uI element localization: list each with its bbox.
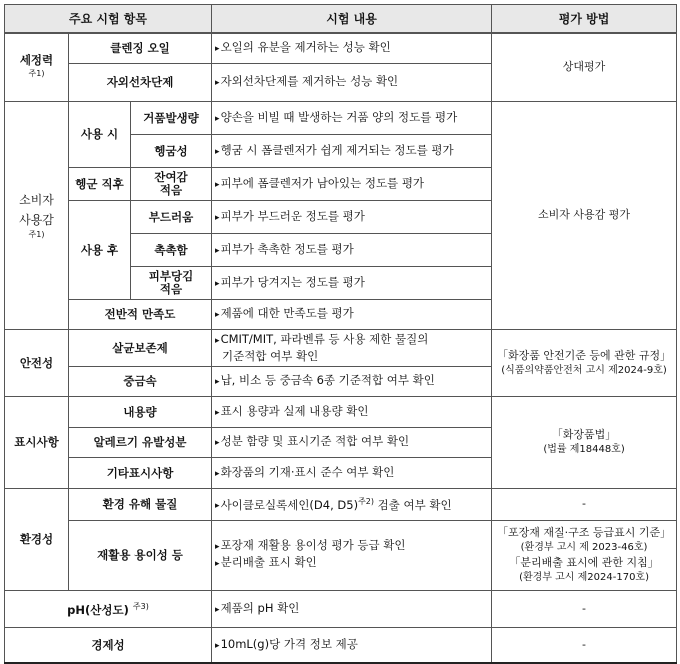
- category-environment: 환경성: [5, 488, 69, 590]
- item-content: ▸제품의 pH 확인: [212, 590, 492, 627]
- table-row: [5, 627, 677, 663]
- bullet-icon: ▸: [215, 179, 220, 190]
- item-name: 클렌징 오일: [69, 33, 212, 63]
- bullet-icon: ▸: [215, 335, 220, 346]
- category-ph: pH(산성도) $^{주3)}$: [5, 590, 212, 627]
- item-content: ▸오일의 유분을 제거하는 성능 확인: [212, 33, 492, 63]
- bullet-icon: ▸: [215, 113, 220, 124]
- item-name: 거품발생량: [131, 101, 212, 134]
- item-name: 환경 유해 물질: [69, 488, 212, 520]
- category-safety: 안전성: [5, 329, 69, 396]
- bullet-icon: ▸: [215, 146, 220, 157]
- bullet-icon: ▸: [215, 278, 220, 289]
- item-name: 재활용 용이성 등: [69, 520, 212, 590]
- category-cleansing: 세정력 주1): [5, 33, 69, 101]
- item-content: ▸10mL(g)당 가격 정보 제공: [212, 627, 492, 663]
- header-row: [5, 5, 677, 34]
- category-labeling: 표시사항: [5, 396, 69, 488]
- category-economy: 경제성: [5, 627, 212, 663]
- table-row: [5, 488, 677, 520]
- item-name: 중금속: [69, 366, 212, 396]
- footnote-marker: 주2): [358, 496, 375, 506]
- item-content: ▸사이클로실록세인(D4, D5)$^{주2)}$ 검출 여부 확인: [212, 488, 492, 520]
- bullet-icon: ▸: [215, 501, 220, 512]
- bullet-icon: ▸: [215, 438, 220, 448]
- bullet-icon: ▸: [215, 44, 220, 55]
- header-content: 시험 내용: [212, 5, 492, 34]
- footnote-marker: 주1): [28, 69, 45, 79]
- test-items-table: [4, 4, 677, 664]
- table-row: [5, 396, 677, 427]
- table-row: [5, 101, 677, 134]
- item-content: ▸자외선차단제를 제거하는 성능 확인: [212, 63, 492, 101]
- bullet-icon: ▸: [215, 377, 220, 387]
- item-name: 기타표시사항: [69, 457, 212, 488]
- category-consumer: 소비자 사용감 주1): [5, 101, 69, 329]
- item-content: ▸헹굼 시 폼클렌저가 쉽게 제거되는 정도를 평가: [212, 134, 492, 167]
- bullet-icon: ▸: [215, 640, 220, 651]
- table-row: [5, 590, 677, 627]
- eval-economy: -: [492, 627, 677, 663]
- item-name: 잔여감 적음: [131, 167, 212, 200]
- item-name: 전반적 만족도: [69, 299, 212, 329]
- item-content: ▸피부가 당겨지는 정도를 평가: [212, 266, 492, 299]
- table-row: [5, 33, 677, 63]
- table-row: [5, 329, 677, 366]
- header-item: 주요 시험 항목: [5, 5, 212, 34]
- item-name: 자외선차단제: [69, 63, 212, 101]
- bullet-icon: ▸: [215, 542, 220, 552]
- eval-labeling: 「화장품법」 (법률 제18448호): [492, 396, 677, 488]
- item-name: 피부당김 적음: [131, 266, 212, 299]
- eval-environment-hazard: -: [492, 488, 677, 520]
- item-content: ▸성분 함량 및 표시기준 적합 여부 확인: [212, 427, 492, 457]
- item-content: ▸피부에 폼클렌저가 남아있는 정도를 평가: [212, 167, 492, 200]
- bullet-icon: ▸: [215, 78, 220, 88]
- item-name: 내용량: [69, 396, 212, 427]
- eval-safety: 「화장품 안전기준 등에 관한 규정」 (식품의약품안전처 고시 제2024-9호): [492, 329, 677, 396]
- item-content: ▸표시 용량과 실제 내용량 확인: [212, 396, 492, 427]
- bullet-icon: ▸: [215, 212, 220, 223]
- item-name: 살균보존제: [69, 329, 212, 366]
- header-eval: 평가 방법: [492, 5, 677, 34]
- table-row: [5, 520, 677, 590]
- bullet-icon: ▸: [215, 468, 220, 479]
- footnote-marker: 주1): [28, 230, 45, 239]
- item-content: ▸제품에 대한 만족도를 평가: [212, 299, 492, 329]
- bullet-icon: ▸: [215, 310, 220, 320]
- group-after-rinse: 헹군 직후: [69, 167, 131, 200]
- item-content: ▸피부가 부드러운 정도를 평가: [212, 200, 492, 233]
- bullet-icon: ▸: [215, 245, 220, 256]
- eval-consumer: 소비자 사용감 평가: [492, 101, 677, 329]
- item-content: ▸포장재 재활용 용이성 평가 등급 확인 ▸분리배출 표시 확인: [212, 520, 492, 590]
- item-content: ▸화장품의 기재·표시 준수 여부 확인: [212, 457, 492, 488]
- item-name: 알레르기 유발성분: [69, 427, 212, 457]
- bullet-icon: ▸: [215, 559, 220, 569]
- bullet-icon: ▸: [215, 604, 220, 615]
- item-content: ▸피부가 촉촉한 정도를 평가: [212, 233, 492, 266]
- group-after-use: 사용 후: [69, 200, 131, 299]
- item-content: ▸양손을 비빌 때 발생하는 거품 양의 정도를 평가: [212, 101, 492, 134]
- footnote-marker: 주3): [132, 602, 149, 612]
- item-name: 부드러움: [131, 200, 212, 233]
- bullet-icon: ▸: [215, 407, 220, 418]
- eval-ph: -: [492, 590, 677, 627]
- eval-environment-recycle: 「포장재 재질·구조 등급표시 기준」 (환경부 고시 제 2023-46호) 「분리배출 표시에 관한 지침」 (환경부 고시 제2024-170호): [492, 520, 677, 590]
- item-name: 헹굼성: [131, 134, 212, 167]
- item-content: ▸CMIT/MIT, 파라벤류 등 사용 제한 물질의 기준적합 여부 확인: [212, 329, 492, 366]
- group-during-use: 사용 시: [69, 101, 131, 167]
- item-name: 촉촉함: [131, 233, 212, 266]
- eval-cleansing: 상대평가: [492, 33, 677, 101]
- item-content: ▸납, 비소 등 중금속 6종 기준적합 여부 확인: [212, 366, 492, 396]
